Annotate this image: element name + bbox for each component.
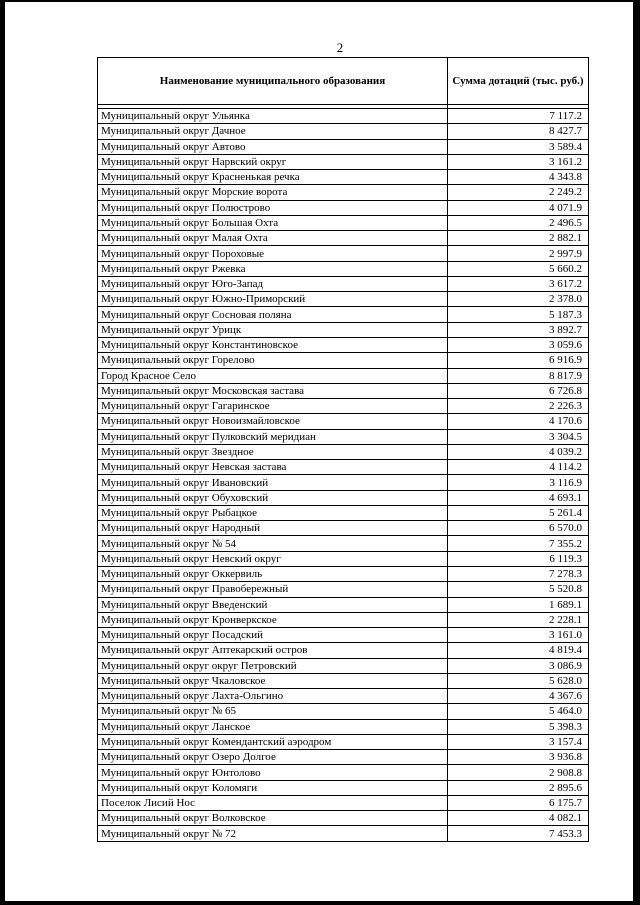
table-row (98, 261, 589, 276)
table-row (98, 200, 589, 215)
municipality-name: Муниципальный округ Большая Охта (98, 215, 448, 230)
municipality-name: Муниципальный округ Малая Охта (98, 231, 448, 246)
table-row (98, 536, 589, 551)
municipality-name: Муниципальный округ Народный (98, 521, 448, 536)
scan-edge-top (0, 0, 640, 2)
table-row (98, 444, 589, 459)
table-row (98, 582, 589, 597)
subsidy-amount: 6 916.9 (448, 353, 589, 368)
subsidy-amount: 4 819.4 (448, 643, 589, 658)
table-row (98, 383, 589, 398)
municipality-name: Муниципальный округ № 72 (98, 826, 448, 841)
subsidy-amount: 3 086.9 (448, 658, 589, 673)
table-row (98, 215, 589, 230)
table-row (98, 566, 589, 581)
table-row (98, 780, 589, 795)
subsidy-amount: 4 343.8 (448, 170, 589, 185)
subsidy-amount: 7 355.2 (448, 536, 589, 551)
subsidy-amount: 6 570.0 (448, 521, 589, 536)
municipality-name: Муниципальный округ Урицк (98, 322, 448, 337)
table-row (98, 231, 589, 246)
table-row (98, 139, 589, 154)
subsidy-amount: 6 175.7 (448, 795, 589, 810)
subsidy-amount: 2 378.0 (448, 292, 589, 307)
table-row (98, 124, 589, 139)
table-row (98, 689, 589, 704)
subsidy-amount: 1 689.1 (448, 597, 589, 612)
subsidy-amount: 2 908.8 (448, 765, 589, 780)
table-row (98, 505, 589, 520)
subsidy-amount: 2 228.1 (448, 612, 589, 627)
table-row (98, 399, 589, 414)
subsidy-amount: 3 157.4 (448, 734, 589, 749)
table-body (98, 105, 589, 842)
municipality-name: Муниципальный округ Посадский (98, 628, 448, 643)
subsidy-amount: 5 520.8 (448, 582, 589, 597)
subsidy-amount: 2 997.9 (448, 246, 589, 261)
subsidy-amount: 4 367.6 (448, 689, 589, 704)
subsidy-amount: 2 496.5 (448, 215, 589, 230)
subsidy-amount: 5 660.2 (448, 261, 589, 276)
municipality-name: Муниципальный округ Полюстрово (98, 200, 448, 215)
subsidy-amount: 3 892.7 (448, 322, 589, 337)
subsidy-amount: 5 464.0 (448, 704, 589, 719)
municipality-name: Муниципальный округ Лахта-Ольгино (98, 689, 448, 704)
municipality-name: Муниципальный округ Юго-Запад (98, 276, 448, 291)
subsidy-amount: 3 161.0 (448, 628, 589, 643)
subsidy-amount: 2 226.3 (448, 399, 589, 414)
municipality-name: Муниципальный округ Невский округ (98, 551, 448, 566)
municipality-name: Муниципальный округ Пороховые (98, 246, 448, 261)
municipality-name: Муниципальный округ Аптекарский остров (98, 643, 448, 658)
municipality-name: Муниципальный округ Морские ворота (98, 185, 448, 200)
subsidy-amount: 5 261.4 (448, 505, 589, 520)
table-row (98, 704, 589, 719)
table-row (98, 734, 589, 749)
table-row (98, 795, 589, 810)
subsidy-amount: 3 936.8 (448, 750, 589, 765)
table-row (98, 246, 589, 261)
table-row (98, 337, 589, 352)
table-row (98, 109, 589, 124)
table-row (98, 521, 589, 536)
table-row (98, 368, 589, 383)
table-row (98, 551, 589, 566)
municipality-name: Муниципальный округ Правобережный (98, 582, 448, 597)
table-row (98, 185, 589, 200)
subsidy-amount: 3 617.2 (448, 276, 589, 291)
subsidy-amount: 8 817.9 (448, 368, 589, 383)
table-row (98, 612, 589, 627)
table-row (98, 811, 589, 826)
municipality-name: Поселок Лисий Нос (98, 795, 448, 810)
municipality-name: Муниципальный округ Константиновское (98, 337, 448, 352)
table-header-row (98, 58, 589, 105)
municipality-name: Муниципальный округ Горелово (98, 353, 448, 368)
subsidy-amount: 7 453.3 (448, 826, 589, 841)
table-row (98, 154, 589, 169)
table-row (98, 429, 589, 444)
subsidy-amount: 3 589.4 (448, 139, 589, 154)
subsidy-amount: 2 249.2 (448, 185, 589, 200)
municipality-name: Муниципальный округ Коломяги (98, 780, 448, 795)
table-row (98, 460, 589, 475)
municipality-name: Город Красное Село (98, 368, 448, 383)
subsidy-amount: 4 114.2 (448, 460, 589, 475)
municipality-name: Муниципальный округ Введенский (98, 597, 448, 612)
subsidy-amount: 5 398.3 (448, 719, 589, 734)
table-row (98, 490, 589, 505)
table-row (98, 475, 589, 490)
table-row (98, 673, 589, 688)
municipality-name: Муниципальный округ Волковское (98, 811, 448, 826)
municipality-name: Муниципальный округ Сосновая поляна (98, 307, 448, 322)
table-row (98, 658, 589, 673)
municipality-name: Муниципальный округ Комендантский аэродром (98, 734, 448, 749)
table-row (98, 292, 589, 307)
page-number: 2 (336, 40, 344, 55)
header-name: Наименование муниципального образования (98, 58, 448, 105)
table-row (98, 276, 589, 291)
table-row (98, 628, 589, 643)
subsidy-amount: 5 187.3 (448, 307, 589, 322)
municipality-name: Муниципальный округ Чкаловское (98, 673, 448, 688)
table-row (98, 765, 589, 780)
subsidy-amount: 4 082.1 (448, 811, 589, 826)
subsidy-amount: 4 039.2 (448, 444, 589, 459)
municipality-name: Муниципальный округ Красненькая речка (98, 170, 448, 185)
subsidy-amount: 2 882.1 (448, 231, 589, 246)
municipality-name: Муниципальный округ Новоизмайловское (98, 414, 448, 429)
scan-edge-left (0, 0, 5, 905)
municipality-name: Муниципальный округ Московская застава (98, 383, 448, 398)
municipality-name: Муниципальный округ Ланское (98, 719, 448, 734)
municipality-name: Муниципальный округ Нарвский округ (98, 154, 448, 169)
municipality-name: Муниципальный округ Южно-Приморский (98, 292, 448, 307)
municipality-name: Муниципальный округ Озеро Долгое (98, 750, 448, 765)
municipality-name: Муниципальный округ Гагаринское (98, 399, 448, 414)
municipality-name: Муниципальный округ Автово (98, 139, 448, 154)
table-row (98, 307, 589, 322)
subsidy-amount: 7 278.3 (448, 566, 589, 581)
municipality-name: Муниципальный округ Ржевка (98, 261, 448, 276)
table-row (98, 750, 589, 765)
scan-edge-bottom (0, 901, 640, 905)
scan-edge-right (633, 0, 640, 905)
table-row (98, 597, 589, 612)
municipality-name: Муниципальный округ № 54 (98, 536, 448, 551)
municipality-name: Муниципальный округ округ Петровский (98, 658, 448, 673)
municipality-name: Муниципальный округ Звездное (98, 444, 448, 459)
table-row (98, 826, 589, 841)
table-row (98, 170, 589, 185)
table-row (98, 322, 589, 337)
subsidy-amount: 6 726.8 (448, 383, 589, 398)
subsidy-amount: 5 628.0 (448, 673, 589, 688)
subsidy-amount: 3 161.2 (448, 154, 589, 169)
subsidy-amount: 4 071.9 (448, 200, 589, 215)
subsidy-amount: 6 119.3 (448, 551, 589, 566)
header-sum: Сумма дотаций (тыс. руб.) (448, 58, 589, 105)
municipality-name: Муниципальный округ Оккервиль (98, 566, 448, 581)
table-row (98, 353, 589, 368)
municipality-name: Муниципальный округ Ульянка (98, 109, 448, 124)
municipality-name: Муниципальный округ Ивановский (98, 475, 448, 490)
municipality-name: Муниципальный округ Кронверкское (98, 612, 448, 627)
subsidy-amount: 3 059.6 (448, 337, 589, 352)
municipality-name: Муниципальный округ № 65 (98, 704, 448, 719)
municipality-name: Муниципальный округ Пулковский меридиан (98, 429, 448, 444)
subsidy-amount: 3 304.5 (448, 429, 589, 444)
subsidy-amount: 3 116.9 (448, 475, 589, 490)
subsidy-amount: 8 427.7 (448, 124, 589, 139)
subsidy-amount: 7 117.2 (448, 109, 589, 124)
municipality-name: Муниципальный округ Юнтолово (98, 765, 448, 780)
subsidy-table (97, 57, 589, 842)
municipality-name: Муниципальный округ Обуховский (98, 490, 448, 505)
municipality-name: Муниципальный округ Невская застава (98, 460, 448, 475)
municipality-name: Муниципальный округ Дачное (98, 124, 448, 139)
subsidy-amount: 4 170.6 (448, 414, 589, 429)
municipality-name: Муниципальный округ Рыбацкое (98, 505, 448, 520)
subsidy-amount: 4 693.1 (448, 490, 589, 505)
table-row (98, 643, 589, 658)
table-row (98, 414, 589, 429)
subsidy-amount: 2 895.6 (448, 780, 589, 795)
table-row (98, 719, 589, 734)
